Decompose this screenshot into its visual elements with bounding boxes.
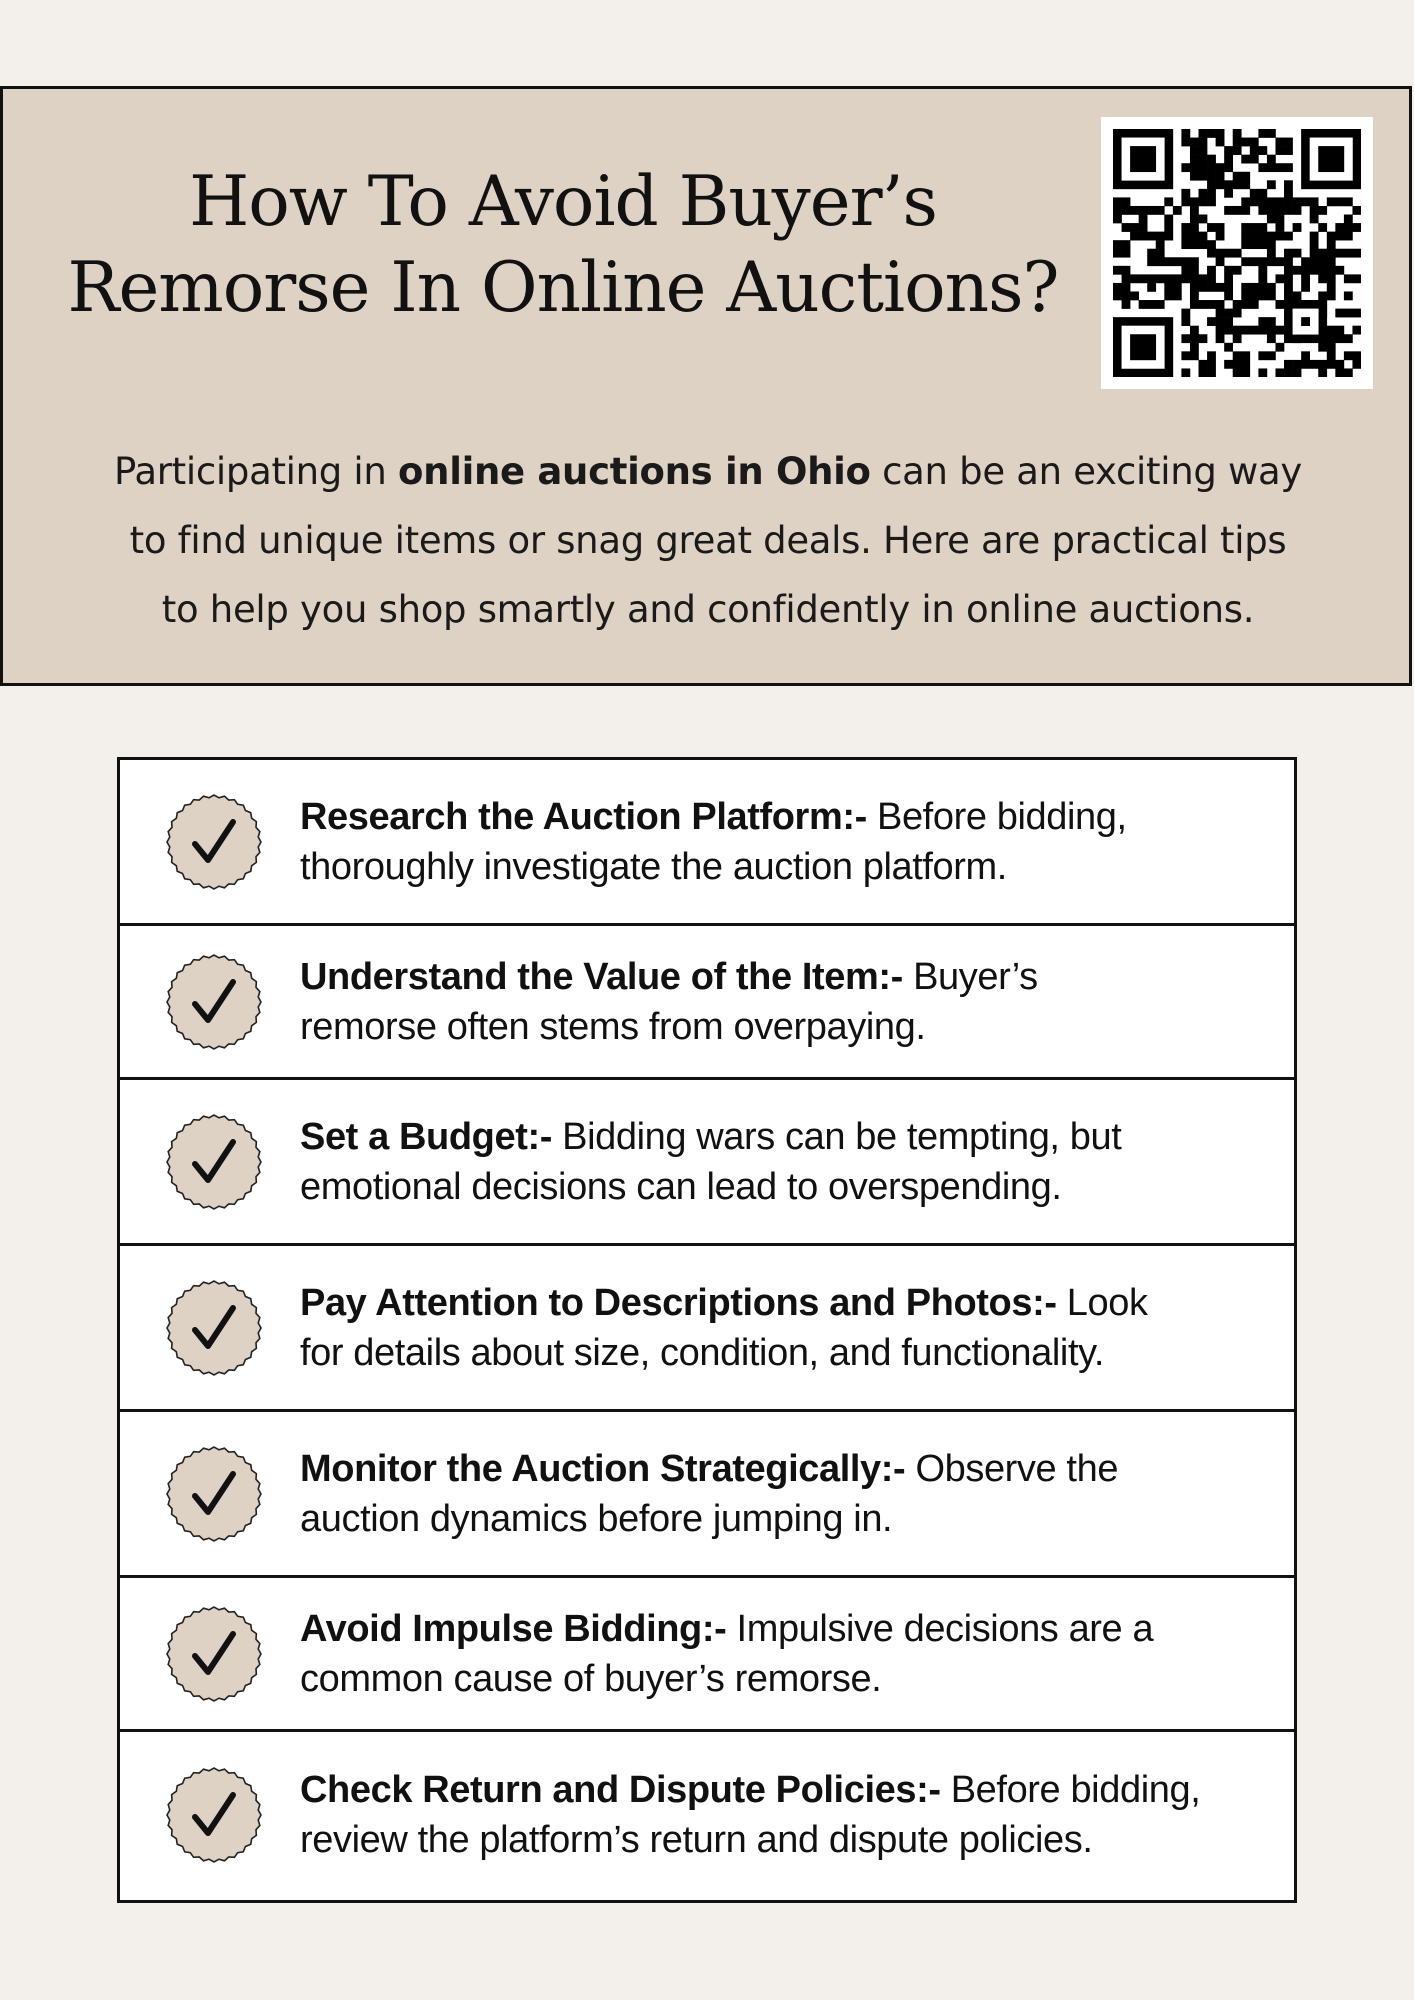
intro-paragraph [43,437,1373,644]
tips-list [117,757,1297,1903]
tip-item [120,1412,1294,1578]
page-title [43,159,1083,331]
tip-text [300,1765,1274,1865]
tip-line-1-rest: Observe the [905,1447,1119,1490]
intro-line-2: to find unique items or snag great deals. Here are practical tips [129,519,1287,562]
title-line-2: Remorse In Online Auctions? [67,248,1059,328]
header-panel [0,86,1412,686]
tip-text [300,1278,1274,1378]
tip-line-2: auction dynamics before jumping in. [300,1497,893,1540]
checkmark-seal-icon [164,1278,264,1378]
checkmark-seal-icon [164,1444,264,1544]
tip-text [300,1604,1274,1704]
tip-line-1-rest: Look [1056,1281,1148,1324]
tip-item [120,1246,1294,1412]
tip-item [120,1080,1294,1246]
tip-item [120,760,1294,926]
tip-line-1-rest: Before bidding, [940,1768,1201,1811]
tip-line-2: emotional decisions can lead to overspending. [300,1165,1062,1208]
tip-heading: Set a Budget:- [300,1115,552,1158]
qr-code[interactable] [1101,117,1373,389]
checkmark-seal-icon [164,1765,264,1865]
tip-heading: Pay Attention to Descriptions and Photos:- [300,1281,1057,1324]
tip-item [120,1732,1294,1900]
checkmark-seal-icon [164,792,264,892]
tip-line-1-rest: Bidding wars can be tempting, but [551,1115,1122,1158]
tip-heading: Research the Auction Platform:- [300,795,867,838]
tip-text [300,952,1274,1052]
checkmark-seal-icon [164,1112,264,1212]
checkmark-seal-icon [164,1604,264,1704]
tip-line-1-rest: Buyer’s [902,955,1038,998]
tip-item [120,926,1294,1080]
tip-heading: Understand the Value of the Item:- [300,955,903,998]
tip-line-2: thoroughly investigate the auction platform. [300,845,1007,888]
title-line-1: How To Avoid Buyer’s [189,162,937,242]
tip-line-2: remorse often stems from overpaying. [300,1005,926,1048]
tip-line-2: review the platform’s return and dispute policies. [300,1818,1093,1861]
tip-text [300,1112,1274,1212]
tip-line-1-rest: Impulsive decisions are a [726,1607,1154,1650]
tip-line-2: common cause of buyer’s remorse. [300,1657,882,1700]
tip-heading: Check Return and Dispute Policies:- [300,1768,941,1811]
tip-text [300,1444,1274,1544]
tip-text [300,792,1274,892]
tip-item [120,1578,1294,1732]
qr-code-icon [1113,129,1361,377]
tip-heading: Monitor the Auction Strategically:- [300,1447,906,1490]
tip-line-1-rest: Before bidding, [866,795,1127,838]
tip-line-2: for details about size, condition, and functionality. [300,1331,1105,1374]
intro-line-1-rest: can be an exciting way [870,450,1302,493]
intro-line-3: to help you shop smartly and confidently in online auctions. [161,588,1255,631]
tip-heading: Avoid Impulse Bidding:- [300,1607,727,1650]
intro-bold-link: online auctions in Ohio [398,450,871,493]
checkmark-seal-icon [164,952,264,1052]
intro-pre: Participating in [114,450,399,493]
